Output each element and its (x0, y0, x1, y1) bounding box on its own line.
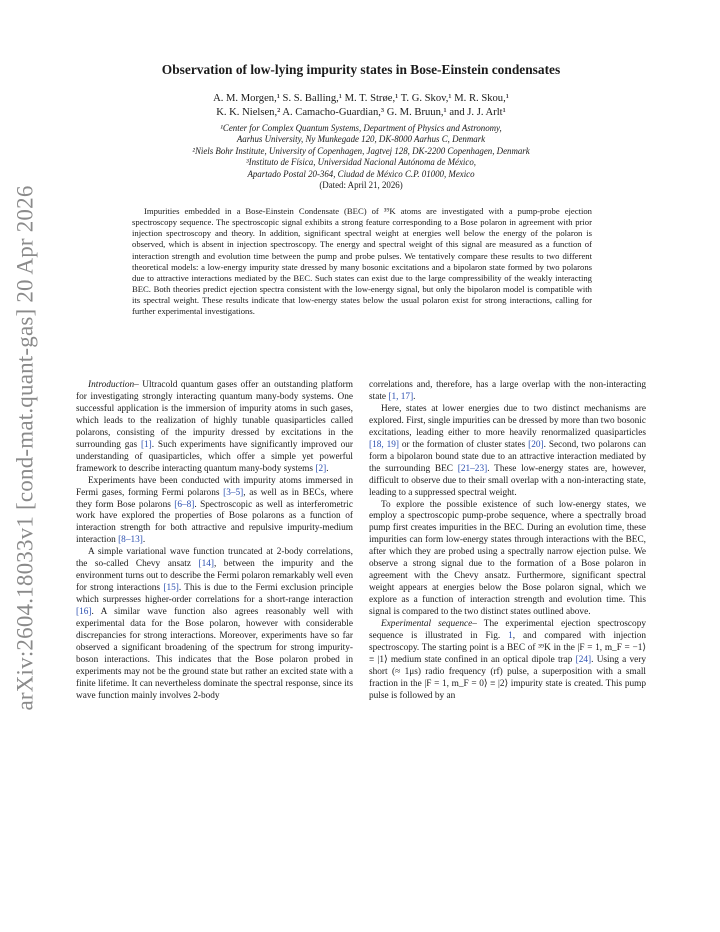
text-run: . These low-energy states are, however, difficult to observe due to their small overlap with a non-interacting state, leading to a suppressed spectral weight. (369, 463, 646, 498)
text-run: , between the impurity and the environment turns out to describe the Fermi polaron remarkably well even for strong interactions (76, 559, 353, 594)
affiliation-2: ²Niels Bohr Institute, University of Copenhagen, Jagtvej 128, DK-2200 Copenhagen, Denmark (192, 145, 530, 156)
date-line: (Dated: April 21, 2026) (319, 180, 403, 191)
paragraph-mechanisms (369, 404, 646, 500)
paragraph-introduction (76, 380, 353, 476)
affiliation-1-line-2: Aarhus University, Ny Munkegade 120, DK-8000 Aarhus C, Denmark (236, 134, 486, 145)
affiliation-3-line-1: ³Instituto de Física, Universidad Nacional Autónoma de México, (245, 157, 476, 168)
author-line-1: A. M. Morgen,¹ S. S. Balling,¹ M. T. Strøe,¹ T. G. Skov,¹ M. R. Skou,¹ (213, 93, 509, 104)
abstract: Impurities embedded in a Bose-Einstein Condensate (BEC) of ³⁹K atoms are investigated with a pump-probe ejection spectroscopy sequence. The spectroscopic signal exhibits a strong feature corresponding to a Bose polaron in agreement with prior injection spectroscopy and theory. In addition, significant spectral weight at energies well below the energy of the polaron is observed, which is absent in injection spectroscopy. The energy and spectral weight of this signal are measured as a function of interaction strength and evolution time between the pump and probe pulses. We tentatively compare these results to two different theoretical models: a low-energy impurity state dressed by many bosonic excitations and a bipolaron state formed by two polarons due to attractive interactions mediated by the BEC. Such states can exist due to the large compressibility of the weakly interacting BEC. Both theories predict ejection spectra consistent with the low-energy signal, but only the bipolaron model is compatible with its spectral weight. These results indicate that low-energy states below the usual polaron exist for strong interactions, calling for further experimental investigations. (132, 206, 592, 317)
citation-link[interactable]: [2] (315, 463, 327, 474)
text-run: , as well as in BECs, where they form Bose polarons (76, 487, 354, 510)
paper-title: Observation of low-lying impurity states in Bose-Einstein condensates (161, 62, 561, 77)
text-run: . (142, 535, 146, 546)
citation-link[interactable]: [3–5] (223, 487, 244, 498)
text-run: . Spectroscopic as well as interferometric work have explored the properties of Bose polarons as a function of interaction strength for both attractive and repulsive impurity-medium interaction (76, 499, 353, 546)
paragraph-experiments (76, 476, 353, 548)
paragraph-experimental-sequence (369, 619, 646, 703)
paragraph-continuation (369, 380, 646, 404)
right-column (369, 380, 646, 703)
section-lead-experimental-sequence: Experimental sequence– (381, 619, 477, 630)
citation-link[interactable]: [14] (198, 559, 214, 570)
citation-link[interactable]: [8–13] (118, 535, 143, 546)
paragraph-pump-probe: To explore the possible existence of such low-energy states, we employ a spectroscopic pump-probe sequence, where a spectrally broad pump first creates impurities in the BEC. During an evolution time, these impurities can form low-energy states through interactions with the BEC, after which they are probed using a spectrally narrow ejection pulse. We observe a strong signal due to the formation of a Bose polaron in agreement with the Chevy ansatz. Furthermore, significant spectral weight appears at energies below the Bose polaron signal, which we explore as a function of interaction strength and evolution time. This signal is compared to the two distinct states outlined above. (369, 499, 646, 618)
affiliations (76, 123, 646, 191)
citation-link[interactable]: [21–23] (457, 463, 488, 474)
author-list (76, 92, 646, 120)
text-run: , and compared with injection spectroscopy. The starting point is a BEC of ³⁹K in the |F = 1, m_F = −1⟩ ≡ |1⟩ medium state confined in an optical dipole trap (369, 631, 646, 665)
text-run: Here, states at lower energies due to two distinct mechanisms are explored. First, single impurities can be dressed by more than two bosonic excitations, leading either to more heavily renormalized quasiparticles (369, 403, 646, 438)
citation-link[interactable]: [1, 17] (388, 391, 414, 402)
citation-link[interactable]: [1] (140, 439, 152, 450)
text-run: . (326, 463, 329, 474)
affiliation-3-line-2: Apartado Postal 20-364, Ciudad de México C.P. 01000, Mexico (247, 168, 475, 179)
citation-link[interactable]: [15] (163, 583, 179, 594)
arxiv-stamp (6, 185, 46, 711)
text-run: correlations and, therefore, has a large overlap with the non-interacting state (369, 380, 646, 402)
citation-link[interactable]: [6–8] (174, 499, 195, 510)
affiliation-1-line-1: ¹Center for Complex Quantum Systems, Department of Physics and Astronomy, (220, 123, 502, 133)
paragraph-variational (76, 547, 353, 702)
text-run: . Using a very short (≈ 1μs) radio frequency (rf) pulse, a superposition with a small fraction in the |F = 1, m_F = 0⟩ ≡ |2⟩ impurity state is created. This pump pulse is followed by an (369, 654, 646, 701)
text-run: . Second, two polarons can form a bipolaron bound state due to an attractive interaction mediated by the surrounding BEC (369, 439, 647, 474)
text-run: or the formation of cluster states (399, 439, 529, 450)
text-run: . A similar wave function also agrees reasonably well with experimental data for the Bose polaron, however with considerable discrepancies for strong interactions. Moreover, experiments have so far observed a significant broadening of the spectrum for strong impurity-boson interactions. This indicates that the Bose polaron probed in experiments may not be the ground state but rather an excited state with a finite lifetime. It can nevertheless dominate the spectral response, since its wave function mainly involves 2-body (76, 607, 353, 701)
text-run: A simple variational wave function truncated at 2-body correlations, the so-called Chevy ansatz (76, 547, 353, 570)
text-run: . (413, 391, 416, 402)
citation-link[interactable]: [20] (528, 439, 544, 450)
text-run: Experiments have been conducted with impurity atoms immersed in Fermi gases, forming Fermi polarons (76, 475, 353, 498)
text-run: Ultracold quantum gases offer an outstanding platform for investigating strongly interacting quantum many-body systems. One successful application is the immersion of impurity atoms in such gases, which leads to the realization of highly tunable quasiparticles called polarons, consisting of the impurity dressed by excitations in the surrounding gas (76, 380, 353, 450)
citation-link[interactable]: [16] (76, 607, 92, 618)
author-line-2: K. K. Nielsen,² A. Camacho-Guardian,³ G. M. Bruun,¹ and J. J. Arlt¹ (216, 107, 506, 119)
text-run: The experimental ejection spectroscopy sequence is illustrated in Fig. (369, 619, 646, 642)
arxiv-stamp-text: arXiv:2604.18033v1 [cond-mat.quant-gas] 20 Apr 2026 (13, 185, 38, 711)
figure-reference-link[interactable]: 1 (508, 631, 513, 642)
text-run: . Such experiments have significantly improved our understanding of quasiparticles, which offer a simple yet powerful framework to describe interacting quantum many-body systems (76, 439, 353, 474)
citation-link[interactable]: [24] (575, 654, 592, 665)
citation-link[interactable]: [18, 19] (369, 439, 399, 450)
left-column (76, 380, 353, 703)
section-lead-introduction: Introduction– (88, 380, 139, 390)
text-run: . This is due to the Fermi exclusion principle which surpresses higher-order correlations for a short-range interaction (76, 583, 353, 606)
